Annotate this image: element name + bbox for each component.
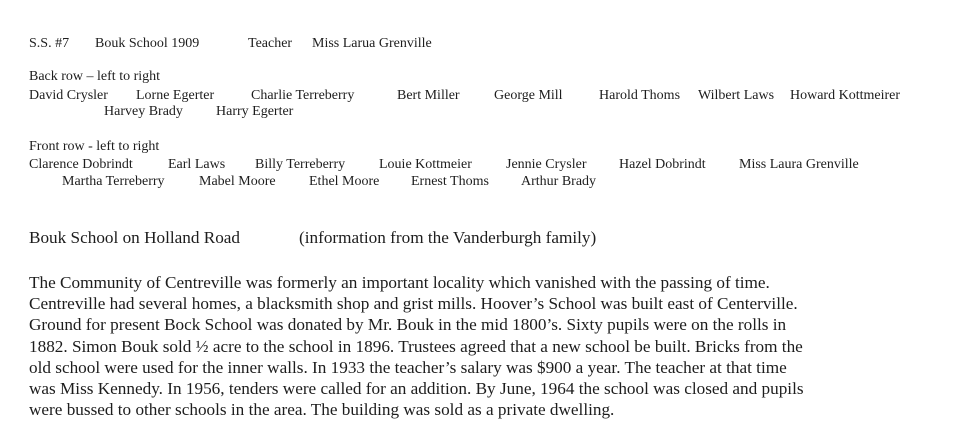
front-row-label-line <box>0 138 978 156</box>
back-row-label: Back row – left to right <box>29 69 161 84</box>
school-name-year: Bouk School 1909 <box>95 36 200 51</box>
article-heading <box>29 227 597 249</box>
back-row-label-line <box>0 68 978 86</box>
article-title: Bouk School on Holland Road <box>29 228 241 247</box>
paragraph-line: was Miss Kennedy. In 1956, tenders were called for an addition. By June, 1964 the school was closed and pupils <box>29 379 804 399</box>
paragraph-line: Ground for present Bock School was donated by Mr. Bouk in the mid 1800’s. Sixty pupils were on the rolls in <box>29 315 787 335</box>
student-name: Howard Kottmeirer <box>790 88 901 103</box>
teacher-name: Miss Larua Grenville <box>312 36 432 51</box>
front-row-names-line-2 <box>0 173 978 191</box>
student-name: Clarence Dobrindt <box>29 157 133 172</box>
student-name: Earl Laws <box>168 157 226 172</box>
teacher-label: Teacher <box>248 36 293 51</box>
student-name: Harry Egerter <box>216 104 294 119</box>
student-name: Arthur Brady <box>521 174 597 189</box>
back-row-names-line-2 <box>0 103 978 121</box>
front-row-label: Front row - left to right <box>29 139 160 154</box>
header-line <box>0 35 978 53</box>
student-name: Wilbert Laws <box>698 88 775 103</box>
paragraph-line: were bussed to other schools in the area. The building was sold as a private dwelling. <box>29 400 615 420</box>
student-name: Harold Thoms <box>599 88 681 103</box>
student-name: David Crysler <box>29 88 108 103</box>
student-name: Mabel Moore <box>199 174 276 189</box>
teacher-name: Miss Laura Grenville <box>739 157 859 172</box>
student-name: Hazel Dobrindt <box>619 157 706 172</box>
paragraph-line: Centreville had several homes, a blacksmith shop and grist mills. Hoover’s School was built east of Centerville. <box>29 294 798 314</box>
student-name: Ethel Moore <box>309 174 380 189</box>
student-name: Bert Miller <box>397 88 460 103</box>
front-row-names-line-1 <box>0 156 978 174</box>
student-name: Lorne Egerter <box>136 88 215 103</box>
student-name: Charlie Terreberry <box>251 88 355 103</box>
student-name: Harvey Brady <box>104 104 183 119</box>
article-source: (information from the Vanderburgh family) <box>299 228 597 247</box>
school-number: S.S. #7 <box>29 36 70 51</box>
student-name: Martha Terreberry <box>62 174 165 189</box>
paragraph-line: The Community of Centreville was formerly an important locality which vanished with the passing of time. <box>29 273 770 292</box>
student-name: George Mill <box>494 88 563 103</box>
paragraph-line: old school were used for the inner walls. In 1933 the teacher’s salary was $900 a year. The teacher at that time <box>29 357 787 377</box>
student-name: Jennie Crysler <box>506 157 587 172</box>
paragraph-line: 1882. Simon Bouk sold ½ acre to the school in 1896. Trustees agreed that a new school be built. Bricks from the <box>29 336 803 356</box>
student-name: Louie Kottmeier <box>379 157 472 172</box>
article-paragraph <box>29 272 974 420</box>
student-name: Ernest Thoms <box>411 174 489 189</box>
student-name: Billy Terreberry <box>255 157 346 172</box>
